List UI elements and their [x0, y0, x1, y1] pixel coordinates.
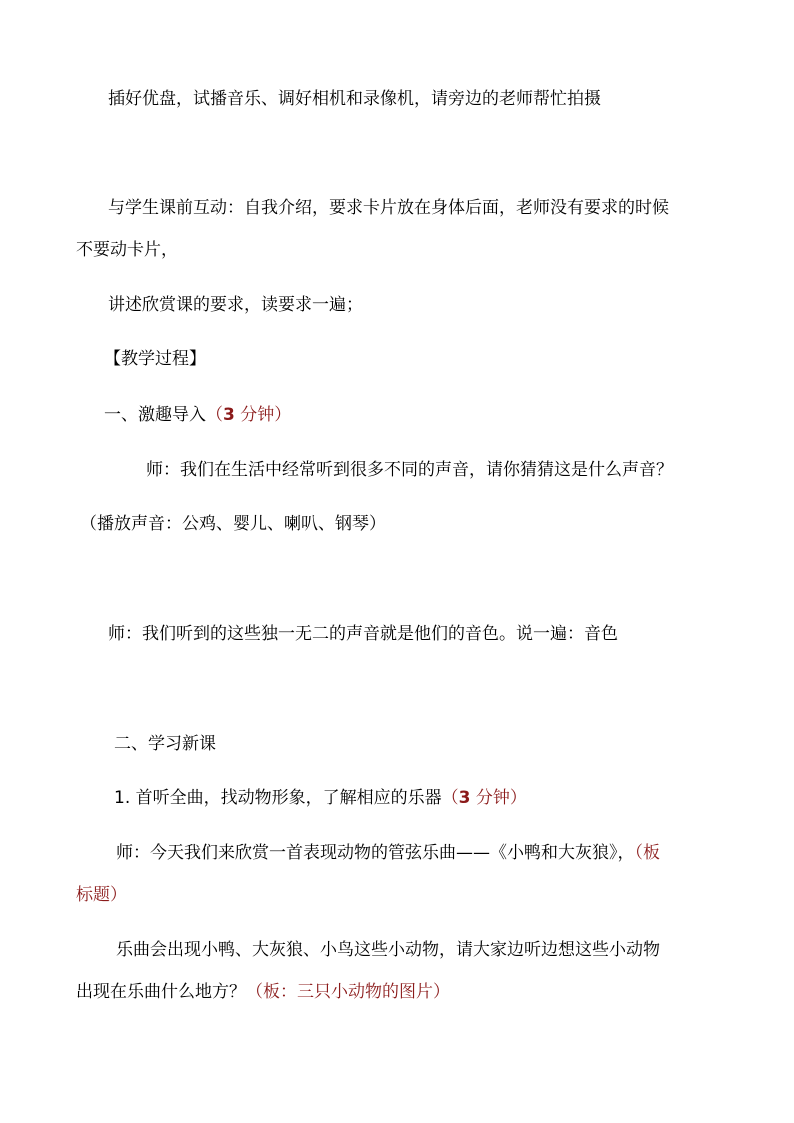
teacher-intro-line-1: [116, 843, 660, 863]
teacher-intro-text: 师：今天我们来欣赏一首表现动物的管弦乐曲——《小鸭和大灰狼》，: [116, 843, 635, 863]
intro-time-unit: 分钟）: [234, 405, 292, 425]
animals-board-note: （板：三只小动物的图片）: [246, 982, 450, 1002]
process-heading: 【教学过程】: [104, 349, 206, 369]
step1-time-open: （: [441, 788, 459, 808]
teacher-intro-note-1: （板: [634, 843, 660, 863]
intro-heading-text: 一、激趣导入: [104, 405, 206, 425]
requirements-line: 讲述欣赏课的要求，读要求一遍；: [108, 295, 363, 315]
animals-line-1: 乐曲会出现小鸭、大灰狼、小鸟这些小动物，请大家边听边想这些小动物: [116, 940, 660, 960]
step1-time-number: 3: [458, 788, 471, 808]
prep-line: 插好优盘，试播音乐、调好相机和录像机，请旁边的老师帮忙拍摄: [108, 89, 601, 109]
interaction-line-2: 不要动卡片，: [76, 240, 178, 260]
step1-time-unit: 分钟）: [470, 788, 527, 808]
step1-line: [114, 788, 527, 808]
step1-text: 1. 首听全曲，找动物形象，了解相应的乐器: [114, 788, 442, 808]
animals-question: 出现在乐曲什么地方？: [76, 982, 246, 1002]
teacher-question-line: 师：我们在生活中经常听到很多不同的声音，请你猜猜这是什么声音？: [146, 460, 673, 480]
intro-time-number: 3: [223, 405, 235, 425]
new-lesson-heading: 二、学习新课: [114, 734, 216, 754]
intro-time-open: （: [206, 405, 223, 425]
interaction-line-1: 与学生课前互动：自我介绍，要求卡片放在身体后面，老师没有要求的时候: [108, 198, 669, 218]
animals-line-2: [76, 982, 450, 1002]
intro-heading: [104, 405, 291, 425]
teacher-intro-note-2: 标题）: [76, 885, 127, 905]
play-sounds-line: （播放声音：公鸡、婴儿、喇叭、钢琴）: [80, 514, 386, 534]
teacher-timbre-line: 师：我们听到的这些独一无二的声音就是他们的音色。说一遍：音色: [108, 624, 618, 644]
